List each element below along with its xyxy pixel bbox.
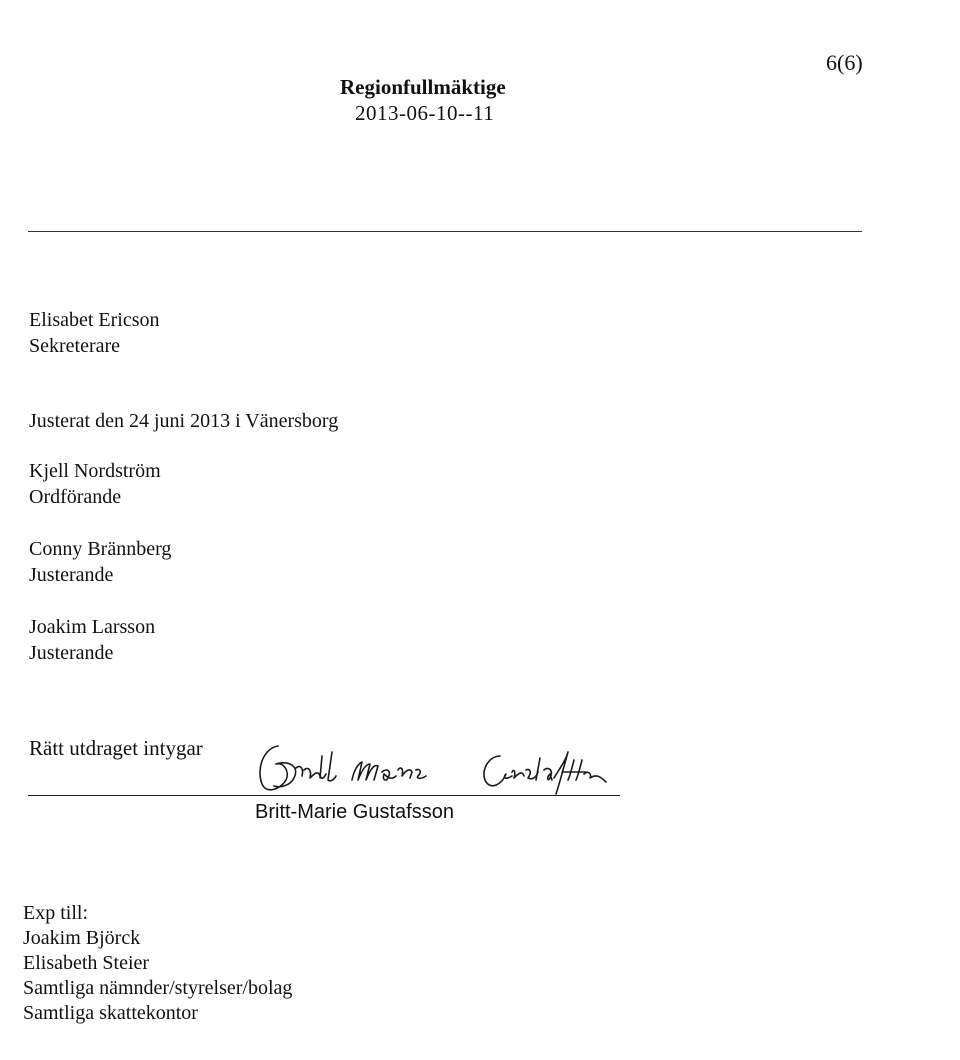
page-number: 6(6) [826, 50, 863, 75]
secretary-name: Elisabet Ericson [29, 309, 160, 331]
adjuster-name: Joakim Larsson [29, 616, 156, 638]
signature-line [28, 795, 620, 796]
document-date: 2013-06-10--11 [355, 101, 495, 125]
chair-name: Kjell Nordström [29, 460, 161, 482]
header-divider [28, 231, 862, 232]
signatory-name: Britt-Marie Gustafsson [255, 801, 454, 823]
certification-label: Rätt utdraget intygar [29, 736, 203, 760]
adjuster-role: Justerande [29, 564, 114, 586]
distribution-recipient: Elisabeth Steier [23, 952, 150, 974]
distribution-recipient: Joakim Björck [23, 927, 141, 949]
document-title: Regionfullmäktige [340, 75, 506, 99]
adjuster-name: Conny Brännberg [29, 538, 172, 560]
distribution-recipient: Samtliga nämnder/styrelser/bolag [23, 977, 293, 999]
adjuster-role: Justerande [29, 642, 114, 664]
distribution-heading: Exp till: [23, 902, 88, 924]
adjusted-statement: Justerat den 24 juni 2013 i Vänersborg [29, 410, 339, 432]
distribution-recipient: Samtliga skattekontor [23, 1002, 198, 1024]
chair-role: Ordförande [29, 486, 122, 508]
handwritten-signature [250, 738, 610, 798]
secretary-role: Sekreterare [29, 335, 121, 357]
